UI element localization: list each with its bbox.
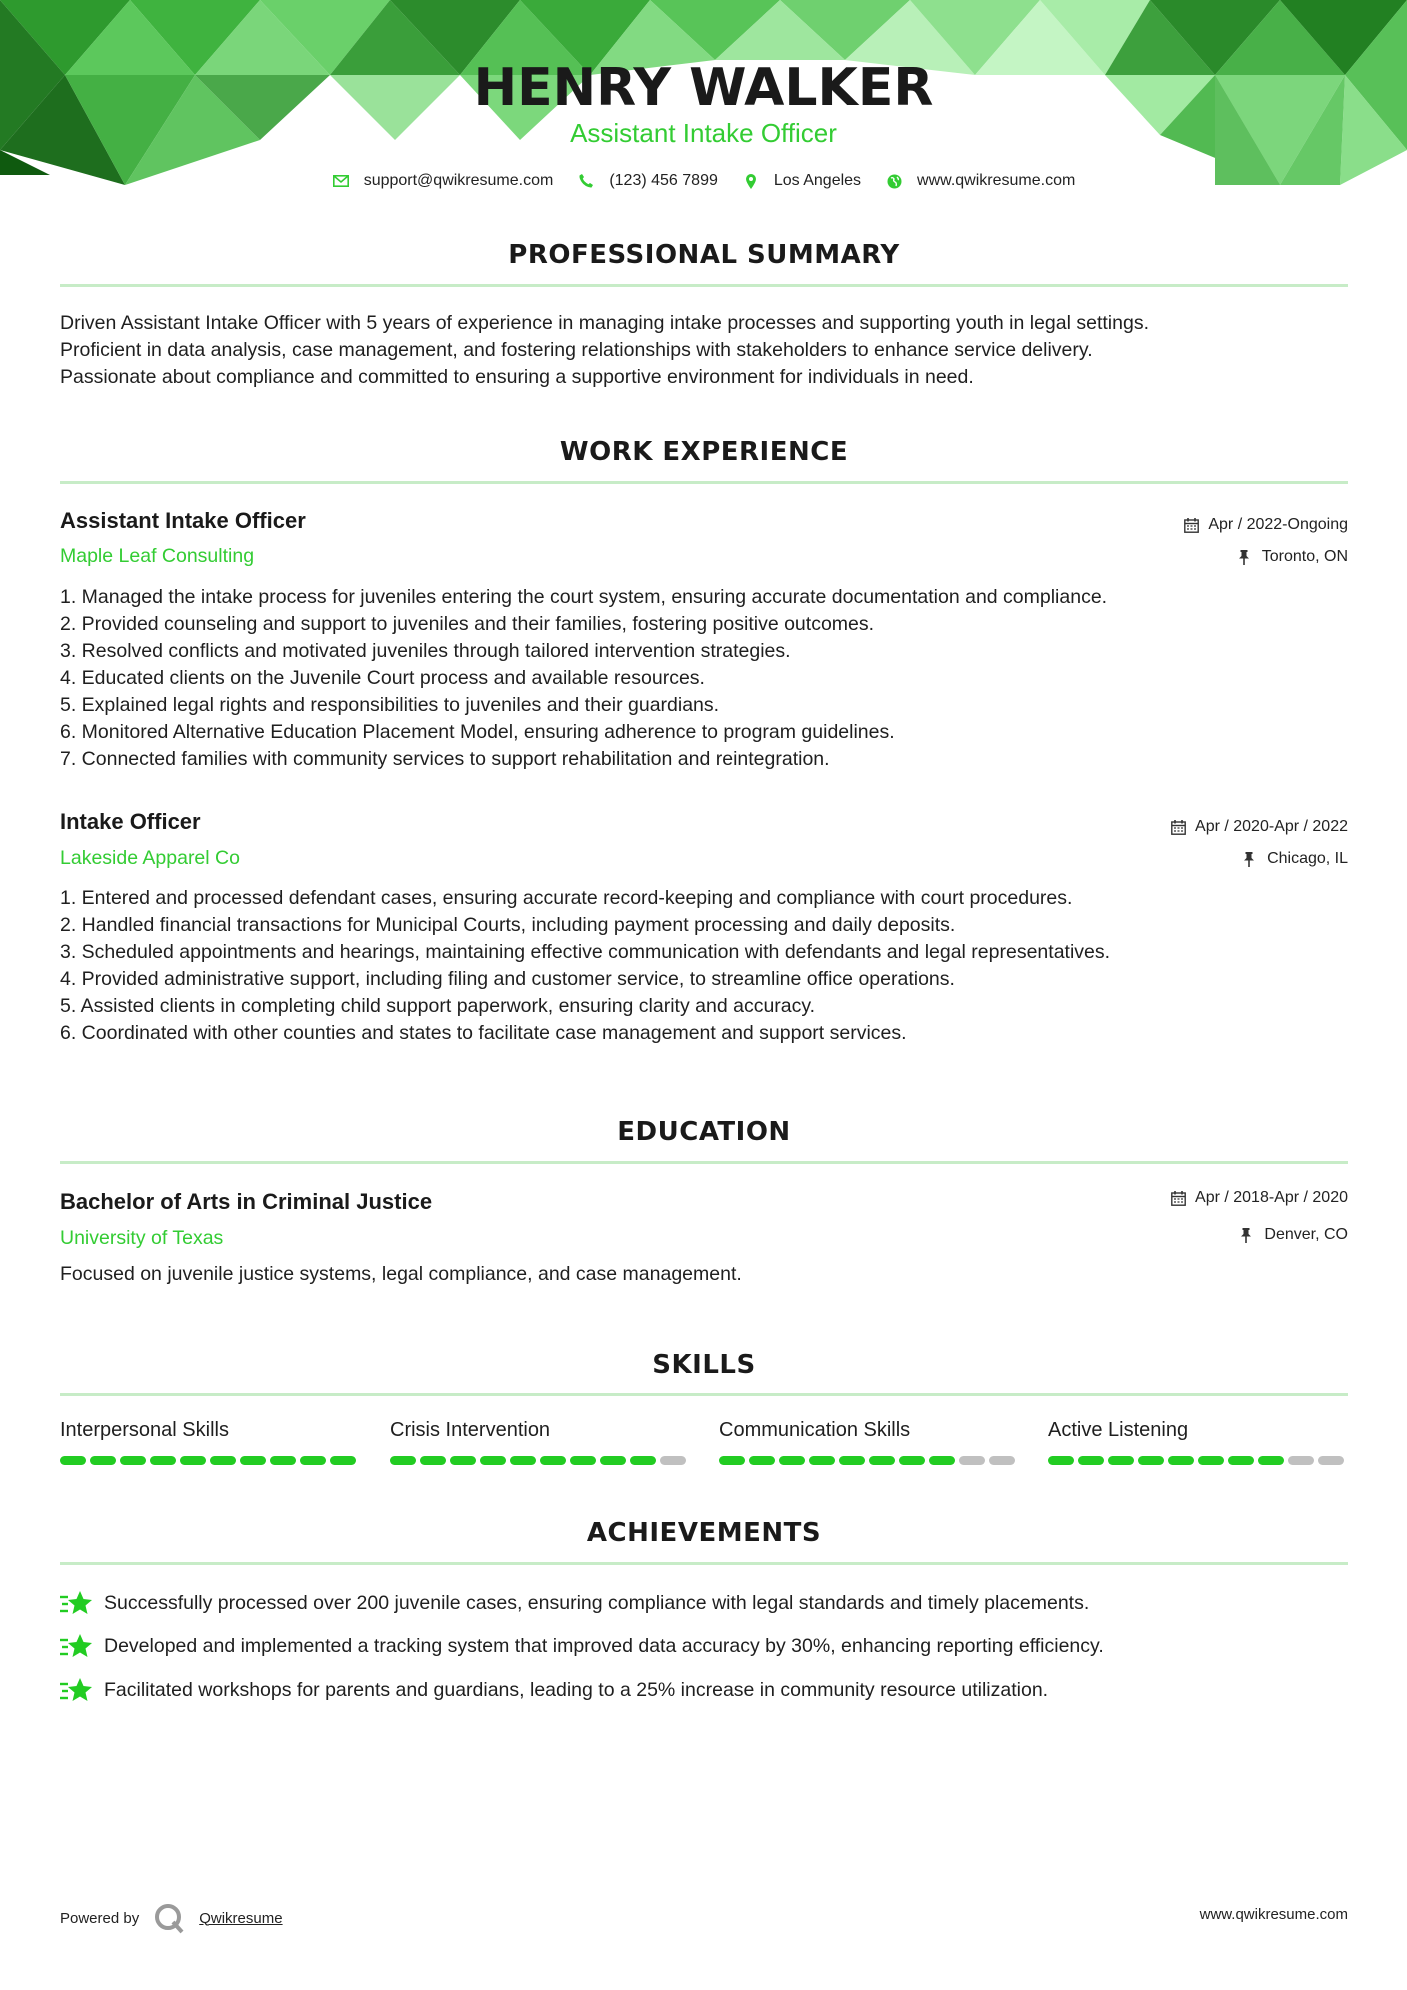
globe-icon xyxy=(885,172,903,190)
list-item: 6. Coordinated with other counties and states to facilitate case management and support services. xyxy=(60,1022,907,1044)
contact-website[interactable] xyxy=(885,172,1075,190)
calendar-icon xyxy=(1171,1190,1187,1206)
skill-segment-filled xyxy=(1078,1456,1104,1465)
skill-segment-filled xyxy=(779,1456,805,1465)
skill-segment-filled xyxy=(719,1456,745,1465)
skill-level-bar xyxy=(1048,1456,1348,1465)
powered-by-label: Powered by xyxy=(60,1909,140,1927)
education-location xyxy=(1240,1226,1348,1244)
skill-segment-empty xyxy=(959,1456,985,1465)
qwikresume-link[interactable]: Qwikresume xyxy=(199,1909,283,1927)
candidate-role: Assistant Intake Officer xyxy=(570,118,837,148)
list-item: 2. Handled financial transactions for Municipal Courts, including payment processing and daily deposits. xyxy=(60,914,956,936)
skill-segment-filled xyxy=(510,1456,536,1465)
skill-level-bar xyxy=(390,1456,690,1465)
section-divider xyxy=(60,481,1348,484)
skill-segment-filled xyxy=(1048,1456,1074,1465)
skill-segment-filled xyxy=(1108,1456,1134,1465)
contact-email[interactable] xyxy=(332,172,554,190)
pushpin-icon xyxy=(1240,1227,1256,1243)
skill-segment-filled xyxy=(809,1456,835,1465)
job-dates-text: Apr / 2022-Ongoing xyxy=(1208,516,1348,533)
skill-segment-filled xyxy=(630,1456,656,1465)
candidate-name: HENRY WALKER xyxy=(473,58,934,118)
job-bullets xyxy=(60,885,1360,1047)
skill-item xyxy=(719,1419,1019,1465)
achievement-item xyxy=(60,1588,1089,1618)
achievement-item xyxy=(60,1675,1048,1705)
list-item: 6. Monitored Alternative Education Placement Model, ensuring adherence to program guidelines. xyxy=(60,721,895,743)
skill-item xyxy=(1048,1419,1348,1465)
list-item: 5. Assisted clients in completing child support paperwork, ensuring clarity and accuracy. xyxy=(60,995,816,1017)
section-divider xyxy=(60,1393,1348,1396)
section-title-summary: PROFESSIONAL SUMMARY xyxy=(508,240,900,270)
contact-bar xyxy=(0,172,1407,190)
skill-segment-filled xyxy=(929,1456,955,1465)
skill-segment-filled xyxy=(899,1456,925,1465)
achievement-text: Developed and implemented a tracking system that improved data accuracy by 30%, enhancing reporting efficiency. xyxy=(104,1634,1104,1657)
section-title-education: EDUCATION xyxy=(617,1117,791,1147)
skill-segment-filled xyxy=(120,1456,146,1465)
skill-segment-filled xyxy=(1138,1456,1164,1465)
skill-segment-empty xyxy=(1288,1456,1314,1465)
list-item: 7. Connected families with community services to support rehabilitation and reintegration. xyxy=(60,748,830,770)
calendar-icon xyxy=(1171,819,1187,835)
skill-segment-filled xyxy=(570,1456,596,1465)
skill-segment-filled xyxy=(1168,1456,1194,1465)
skill-segment-filled xyxy=(869,1456,895,1465)
contact-website-text: www.qwikresume.com xyxy=(917,172,1076,189)
summary-text xyxy=(60,310,1350,391)
qwikresume-logo-icon xyxy=(153,1902,185,1934)
education-degree: Bachelor of Arts in Criminal Justice xyxy=(60,1189,433,1214)
education-location-text: Denver, CO xyxy=(1264,1226,1348,1243)
section-title-skills: SKILLS xyxy=(652,1350,756,1380)
job-location xyxy=(1238,548,1348,566)
skill-level-bar xyxy=(719,1456,1019,1465)
contact-phone-text: (123) 456 7899 xyxy=(609,172,718,189)
skill-segment-filled xyxy=(90,1456,116,1465)
shooting-star-icon xyxy=(60,1675,92,1705)
summary-line: Passionate about compliance and committed to ensuring a supportive environment for individuals in need. xyxy=(60,366,974,388)
skill-segment-filled xyxy=(330,1456,356,1465)
section-divider xyxy=(60,1161,1348,1164)
job-title: Assistant Intake Officer xyxy=(60,508,306,533)
job-location-text: Toronto, ON xyxy=(1261,548,1348,565)
skill-segment-filled xyxy=(839,1456,865,1465)
job-bullets xyxy=(60,584,1360,773)
achievement-item xyxy=(60,1631,1104,1661)
shooting-star-icon xyxy=(60,1588,92,1618)
section-title-achievements: ACHIEVEMENTS xyxy=(586,1518,822,1548)
skill-segment-filled xyxy=(60,1456,86,1465)
skill-segment-empty xyxy=(660,1456,686,1465)
shooting-star-icon xyxy=(60,1631,92,1661)
skill-segment-filled xyxy=(240,1456,266,1465)
skill-name: Interpersonal Skills xyxy=(60,1419,229,1441)
achievement-text: Successfully processed over 200 juvenile cases, ensuring compliance with legal standards and timely placements. xyxy=(104,1591,1090,1614)
phone-icon xyxy=(577,172,595,190)
skill-segment-filled xyxy=(420,1456,446,1465)
skill-segment-filled xyxy=(540,1456,566,1465)
list-item: 1. Managed the intake process for juveniles entering the court system, ensuring accurate documentation and compliance. xyxy=(60,586,1108,608)
skill-segment-filled xyxy=(180,1456,206,1465)
list-item: 3. Resolved conflicts and motivated juveniles through tailored intervention strategies. xyxy=(60,640,791,662)
job-dates-text: Apr / 2020-Apr / 2022 xyxy=(1195,818,1348,835)
contact-location xyxy=(742,172,861,190)
skill-segment-filled xyxy=(390,1456,416,1465)
envelope-icon xyxy=(332,172,350,190)
summary-line: Proficient in data analysis, case management, and fostering relationships with stakeholders to enhance service delivery. xyxy=(60,339,1093,361)
skill-name: Crisis Intervention xyxy=(390,1419,551,1441)
education-school: University of Texas xyxy=(60,1227,224,1249)
job-dates xyxy=(1171,818,1348,836)
skill-item xyxy=(390,1419,690,1465)
list-item: 3. Scheduled appointments and hearings, maintaining effective communication with defendants and legal representatives. xyxy=(60,941,1111,963)
calendar-icon xyxy=(1184,517,1200,533)
list-item: 4. Provided administrative support, including filing and customer service, to streamline office operations. xyxy=(60,968,955,990)
footer-powered-by xyxy=(60,1902,283,1934)
list-item: 4. Educated clients on the Juvenile Court process and available resources. xyxy=(60,667,705,689)
summary-line: Driven Assistant Intake Officer with 5 years of experience in managing intake processes and supporting youth in legal settings. xyxy=(60,312,1149,334)
skill-name: Active Listening xyxy=(1048,1419,1189,1441)
list-item: 1. Entered and processed defendant cases, ensuring accurate record-keeping and compliance with court procedures. xyxy=(60,887,1073,909)
skill-segment-filled xyxy=(1258,1456,1284,1465)
skill-name: Communication Skills xyxy=(719,1419,911,1441)
footer-website[interactable]: www.qwikresume.com xyxy=(1199,1906,1348,1923)
job-location-text: Chicago, IL xyxy=(1267,850,1348,867)
education-description: Focused on juvenile justice systems, legal compliance, and case management. xyxy=(60,1263,742,1285)
job-company: Maple Leaf Consulting xyxy=(60,545,255,567)
pushpin-icon xyxy=(1243,851,1259,867)
skill-segment-filled xyxy=(300,1456,326,1465)
contact-location-text: Los Angeles xyxy=(773,172,862,189)
skill-segment-filled xyxy=(600,1456,626,1465)
skill-segment-empty xyxy=(1318,1456,1344,1465)
skill-segment-filled xyxy=(1228,1456,1254,1465)
skill-segment-filled xyxy=(480,1456,506,1465)
education-dates xyxy=(1171,1189,1348,1207)
job-location xyxy=(1243,850,1348,868)
job-company: Lakeside Apparel Co xyxy=(60,847,240,869)
pushpin-icon xyxy=(1238,549,1254,565)
map-marker-icon xyxy=(742,172,760,190)
list-item: 2. Provided counseling and support to juveniles and their families, fostering positive outcomes. xyxy=(60,613,875,635)
skill-segment-filled xyxy=(450,1456,476,1465)
contact-email-text: support@qwikresume.com xyxy=(363,172,554,189)
skill-segment-filled xyxy=(150,1456,176,1465)
skill-item xyxy=(60,1419,360,1465)
job-dates xyxy=(1184,516,1348,534)
skill-segment-filled xyxy=(1198,1456,1224,1465)
skill-segment-filled xyxy=(270,1456,296,1465)
job-title: Intake Officer xyxy=(60,809,201,834)
section-divider xyxy=(60,1562,1348,1565)
skill-segment-filled xyxy=(749,1456,775,1465)
skill-segment-filled xyxy=(210,1456,236,1465)
contact-phone[interactable] xyxy=(577,172,718,190)
skill-level-bar xyxy=(60,1456,360,1465)
section-title-experience: WORK EXPERIENCE xyxy=(559,437,849,467)
list-item: 5. Explained legal rights and responsibilities to juveniles and their guardians. xyxy=(60,694,720,716)
achievement-text: Facilitated workshops for parents and guardians, leading to a 25% increase in community resource utilization. xyxy=(104,1678,1049,1701)
skill-segment-empty xyxy=(989,1456,1015,1465)
education-dates-text: Apr / 2018-Apr / 2020 xyxy=(1195,1189,1348,1206)
section-divider xyxy=(60,284,1348,287)
